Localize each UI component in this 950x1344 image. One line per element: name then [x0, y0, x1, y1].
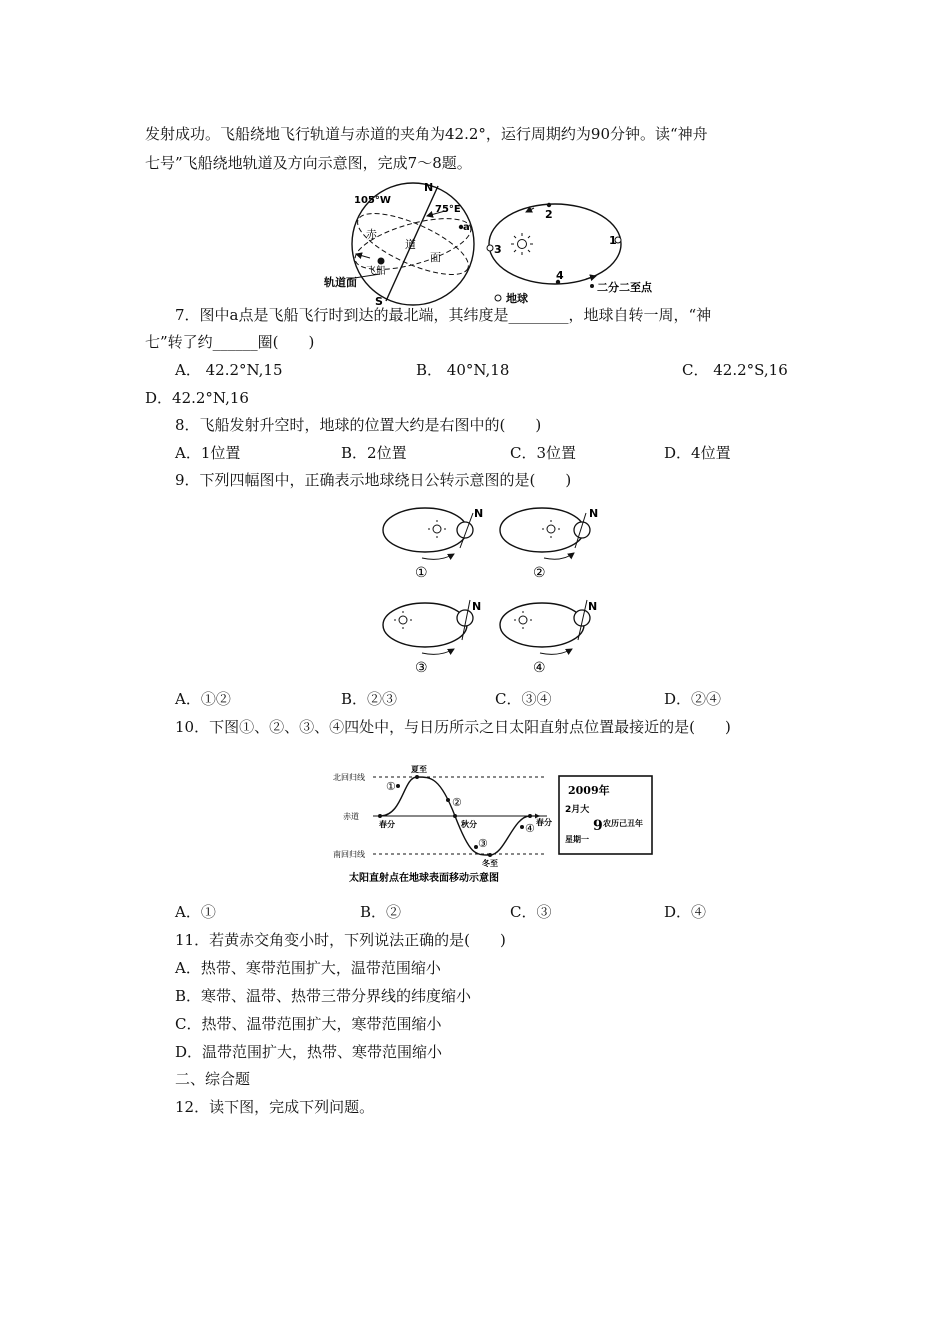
calendar-year: 2009年: [568, 784, 610, 797]
calendar-lunar: 农历己丑年: [603, 819, 643, 828]
diagram-label-4: ④: [533, 660, 546, 676]
option-diagram-2: [500, 507, 598, 581]
q10-option-b: B．②: [360, 903, 402, 921]
diagram-label-2: ②: [533, 565, 546, 581]
label-equator: 赤道: [343, 812, 359, 821]
q8-option-c: C．3位置: [510, 444, 577, 462]
q11-option-b: B．寒带、温带、热带三带分界线的纬度缩小: [175, 987, 472, 1005]
calendar-day: 9: [593, 818, 603, 834]
figure-orbit-and-revolution: [320, 178, 680, 306]
q9-option-c: C．③④: [495, 690, 552, 708]
calendar: [559, 776, 652, 854]
q7-option-d: D．42.2°N,16: [145, 389, 249, 407]
label-dao: 道: [405, 238, 416, 251]
marker-2: ②: [452, 796, 462, 809]
point-2: 2: [545, 208, 553, 221]
sun-icon: [511, 233, 533, 255]
diagram-label-1: ①: [415, 565, 428, 581]
marker-4: ④: [525, 822, 535, 835]
q7-option-a: A． 42.2°N,15: [175, 361, 283, 379]
q8-option-b: B．2位置: [341, 444, 407, 462]
q7-line-2: 七”转了约______圈( ): [145, 333, 315, 351]
q9-stem: 9．下列四幅图中，正确表示地球绕日公转示意图的是( ): [175, 471, 572, 489]
option-diagram-3: [383, 600, 481, 676]
q7-option-c: C． 42.2°S,16: [682, 361, 788, 379]
label-ship: 飞船: [366, 266, 386, 277]
q8-option-d: D．4位置: [664, 444, 731, 462]
q9-option-b: B．②③: [341, 690, 398, 708]
label-a: a: [463, 222, 470, 233]
marker-3: ③: [478, 837, 488, 850]
point-3: 3: [494, 243, 502, 256]
label-north-tropic: 北回归线: [333, 773, 365, 782]
q10-stem: 10．下图①、②、③、④四处中，与日历所示之日太阳直射点位置最接近的是( ): [175, 718, 731, 736]
option-diagram-1: [383, 507, 483, 581]
q7-line-1: 7．图中a点是飞船飞行时到达的最北端，其纬度是________，地球自转一周，“神: [175, 306, 712, 324]
legend-points: 二分二至点: [597, 281, 652, 294]
label-105w: 105°W: [354, 195, 391, 206]
q10-option-a: A．①: [175, 903, 216, 921]
q8-stem: 8．飞船发射升空时，地球的位置大约是右图中的( ): [175, 416, 542, 434]
intro-line-1: 发射成功。飞船绕地飞行轨道与赤道的夹角为42.2°，运行周期约为90分钟。读“神舟: [145, 125, 708, 143]
label-south-tropic: 南回归线: [333, 850, 365, 859]
revolution-diagram: [487, 203, 653, 305]
point-1: 1: [609, 234, 617, 247]
diagram-label-3: ③: [415, 660, 428, 676]
label-spring-equinox-end: 春分: [536, 818, 552, 827]
label-s: S: [375, 295, 383, 306]
q10-option-d: D．④: [664, 903, 707, 921]
calendar-month: 2月大: [565, 805, 590, 815]
label-n: N: [424, 181, 434, 194]
n-label: N: [472, 600, 482, 613]
q9-option-d: D．②④: [664, 690, 722, 708]
label-75e: 75°E: [435, 204, 461, 215]
n-label: N: [589, 507, 599, 520]
calendar-weekday: 星期一: [565, 835, 589, 844]
q11-option-c: C．热带、温带范围扩大，寒带范围缩小: [175, 1015, 442, 1033]
q10-option-c: C．③: [510, 903, 552, 921]
label-summer-solstice: 夏至: [411, 765, 427, 774]
label-chi: 赤: [366, 228, 377, 241]
q9-option-a: A．①②: [175, 690, 231, 708]
q8-option-a: A．1位置: [175, 444, 241, 462]
point-4: 4: [556, 269, 564, 282]
figure-revolution-options: [370, 500, 610, 685]
label-spring-equinox-start: 春分: [379, 820, 395, 829]
legend-earth: 地球: [506, 292, 528, 305]
label-winter-solstice: 冬至: [482, 859, 498, 868]
q11-option-d: D．温带范围扩大，热带、寒带范围缩小: [175, 1043, 443, 1061]
n-label: N: [588, 600, 598, 613]
q7-option-b: B． 40°N,18: [416, 361, 510, 379]
section-heading: 二、综合题: [175, 1070, 251, 1088]
n-label: N: [474, 507, 484, 520]
q12-stem: 12．读下图，完成下列问题。: [175, 1098, 375, 1116]
intro-line-2: 七号”飞船绕地轨道及方向示意图，完成7～8题。: [145, 154, 472, 172]
q11-option-a: A．热带、寒带范围扩大，温带范围缩小: [175, 959, 441, 977]
globe-diagram: [323, 181, 476, 306]
option-diagram-4: [500, 600, 597, 676]
label-orbit-plane: 轨道面: [324, 276, 357, 289]
label-mian: 面: [430, 251, 441, 264]
chart-caption: 太阳直射点在地球表面移动示意图: [349, 873, 499, 884]
q11-stem: 11．若黄赤交角变小时，下列说法正确的是( ): [175, 931, 506, 949]
marker-1: ①: [386, 780, 396, 793]
label-autumn-equinox: 秋分: [461, 820, 477, 829]
figure-subsolar-point-migration: [325, 760, 660, 892]
